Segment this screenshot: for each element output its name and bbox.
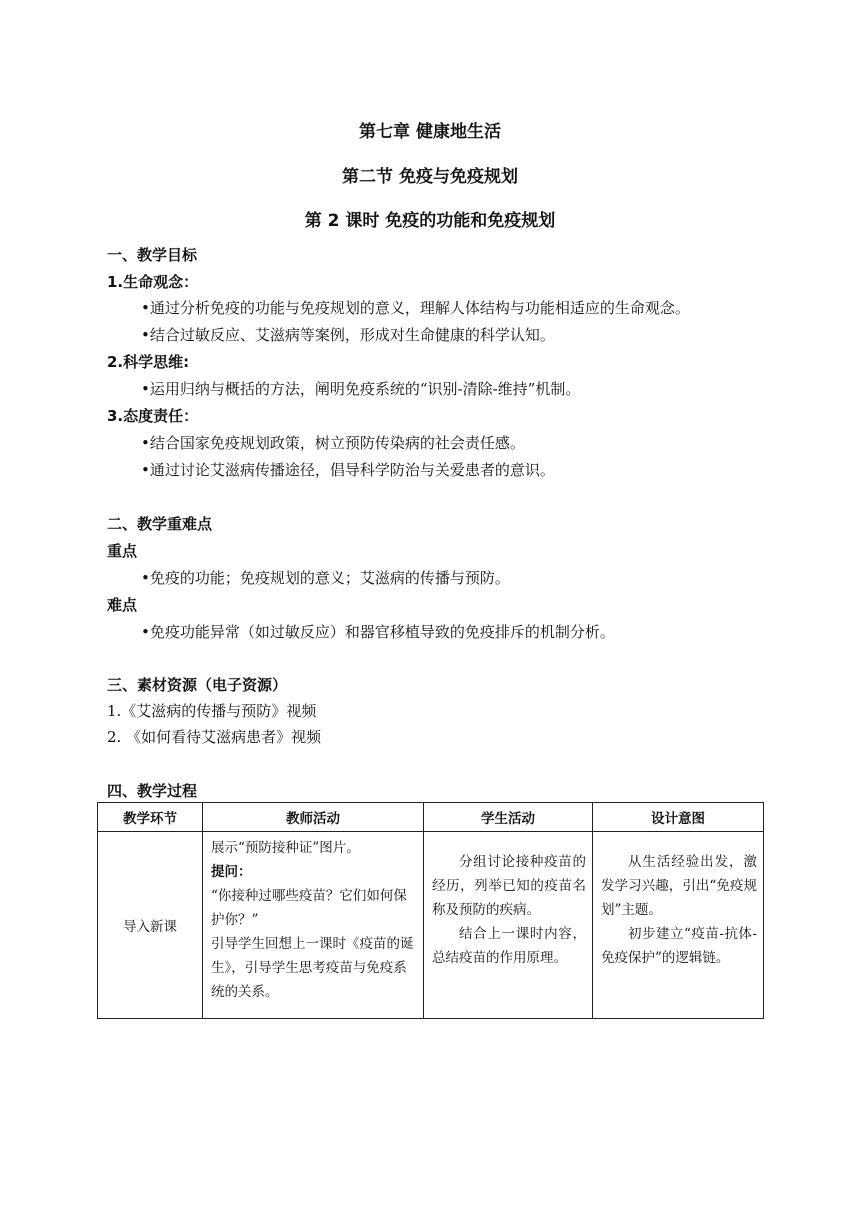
key-item: •免疫的功能；免疫规划的意义；艾滋病的传播与预防。	[141, 569, 510, 587]
lesson-title: 第 2 课时 免疫的功能和免疫规划	[304, 211, 556, 231]
column-header: 学生活动	[424, 803, 593, 832]
objective-item: •结合国家免疫规划政策，树立预防传染病的社会责任感。	[141, 434, 525, 452]
column-header: 教师活动	[203, 803, 424, 832]
design-intent: 初步建立“疫苗-抗体-免疫保护”的逻辑链。	[601, 926, 757, 966]
student-activity: 分组讨论接种疫苗的经历，列举已知的疫苗名称及预防的疾病。	[432, 854, 586, 918]
key-points-heading: 二、教学重难点	[107, 515, 213, 533]
teacher-guide: 引导学生回想上一课时《疫苗的诞生》，引导学生思考疫苗与免疫系统的关系。	[211, 936, 414, 1000]
difficult-label: 难点	[107, 596, 138, 614]
objective-item: •运用归纳与概括的方法，阐明免疫系统的“识别-清除-维持”机制。	[141, 380, 581, 398]
process-heading: 四、教学过程	[107, 782, 198, 800]
objectives-heading: 一、教学目标	[107, 246, 198, 264]
key-label: 重点	[107, 542, 138, 560]
student-activity: 结合上一课时内容，总结疫苗的作用原理。	[432, 926, 586, 966]
question-label: 提问：	[211, 864, 252, 880]
objective-group-label: 1.生命观念：	[107, 273, 199, 291]
objective-item: •通过分析免疫的功能与免疫规划的意义，理解人体结构与功能相适应的生命观念。	[141, 299, 690, 317]
teacher-activity-cell	[203, 832, 424, 1019]
section-title: 第二节 免疫与免疫规划	[342, 167, 518, 187]
design-intent: 从生活经验出发，激发学习兴趣，引出“免疫规划”主题。	[601, 854, 757, 918]
chapter-title: 第七章 健康地生活	[359, 122, 501, 142]
column-header: 设计意图	[593, 803, 764, 832]
resources-heading: 三、素材资源（电子资源）	[107, 676, 288, 694]
teacher-line: 展示“预防接种证”图片。	[211, 840, 360, 856]
table-header-row	[98, 803, 764, 832]
objective-item: •结合过敏反应、艾滋病等案例，形成对生命健康的科学认知。	[141, 326, 555, 344]
resource-item: 2. 《如何看待艾滋病患者》视频	[107, 728, 322, 746]
objective-group-label: 2.科学思维:	[107, 353, 190, 371]
column-header: 教学环节	[98, 803, 203, 832]
difficult-item: •免疫功能异常（如过敏反应）和器官移植导致的免疫排斥的机制分析。	[141, 623, 615, 641]
design-intent-cell	[593, 832, 764, 1019]
resource-item: 1.《艾滋病的传播与预防》视频	[107, 702, 317, 720]
teacher-question: “你接种过哪些疫苗？它们如何保护你？”	[211, 888, 407, 928]
teaching-process-table	[97, 802, 764, 1019]
table-row	[98, 832, 764, 1019]
student-activity-cell	[424, 832, 593, 1019]
objective-group-label: 3.态度责任：	[107, 407, 199, 425]
stage-cell: 导入新课	[98, 832, 203, 1019]
objective-item: •通过讨论艾滋病传播途径，倡导科学防治与关爱患者的意识。	[141, 461, 555, 479]
